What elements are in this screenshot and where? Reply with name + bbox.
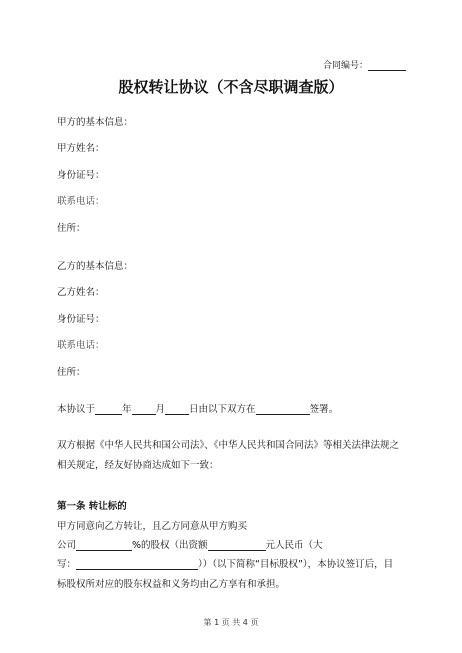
- company-blank[interactable]: [76, 540, 132, 551]
- signing-suffix: 签署。: [309, 404, 339, 415]
- contract-number-blank[interactable]: [368, 61, 406, 71]
- party-a-address-label: 住所：: [57, 223, 86, 234]
- party-a-phone-label: 联系电话：: [57, 196, 105, 207]
- contract-number: [323, 58, 406, 71]
- article-1-percent-text: %的股权（出资额: [132, 540, 208, 551]
- signing-month: 月: [155, 404, 166, 415]
- party-b-address-label: 住所：: [57, 367, 86, 378]
- article-1-line-1: 甲方同意向乙方转让，且乙方同意从甲方购买: [57, 521, 248, 532]
- party-b-phone-label: 联系电话：: [57, 340, 105, 351]
- article-1-company-label: 公司: [57, 540, 77, 551]
- contract-number-label: 合同编号：: [322, 61, 368, 71]
- party-a-id-label: 身份证号：: [57, 170, 105, 181]
- party-a-name-label: 甲方姓名：: [57, 143, 105, 154]
- party-b-name-label: 乙方姓名：: [57, 287, 105, 298]
- document-title: 股权转让协议（不含尽职调查版）: [118, 78, 344, 96]
- year-blank[interactable]: [95, 404, 122, 415]
- article-1-line-4: 标股权所对应的股东权益和义务均由乙方享有和承担。: [57, 579, 286, 590]
- page-footer: 第 1 页 共 4 页: [203, 618, 259, 627]
- month-blank[interactable]: [132, 404, 156, 415]
- signing-day-text: 日由以下双方在: [189, 404, 256, 415]
- party-b-heading: 乙方的基本信息：: [57, 261, 134, 272]
- signing-year: 年: [122, 404, 132, 415]
- article-1-line-3: [57, 556, 393, 570]
- capital-words-blank[interactable]: [76, 559, 198, 570]
- article-1-line-2: [57, 537, 323, 551]
- place-blank[interactable]: [256, 404, 310, 415]
- capital-blank[interactable]: [208, 540, 266, 551]
- party-b-id-label: 身份证号：: [57, 314, 105, 325]
- day-blank[interactable]: [165, 404, 189, 415]
- basis-line-2: 相关规定，经友好协商达成如下一致：: [57, 460, 219, 471]
- signing-prefix: 本协议于: [57, 404, 96, 415]
- article-1-target-text: ））（以下简称“目标股权”），本协议签订后，目: [198, 559, 394, 570]
- article-1-heading: 第一条 转让标的: [57, 501, 127, 512]
- article-1-rmb-text: 元人民币（大: [265, 540, 323, 551]
- basis-line-1: 双方根据《中华人民共和国公司法》、《中华人民共和国合同法》等相关法律法规之: [57, 440, 400, 451]
- party-a-heading: 甲方的基本信息：: [57, 117, 134, 128]
- article-1-capital-words-label: 写：: [57, 559, 77, 570]
- signing-line: [57, 401, 338, 415]
